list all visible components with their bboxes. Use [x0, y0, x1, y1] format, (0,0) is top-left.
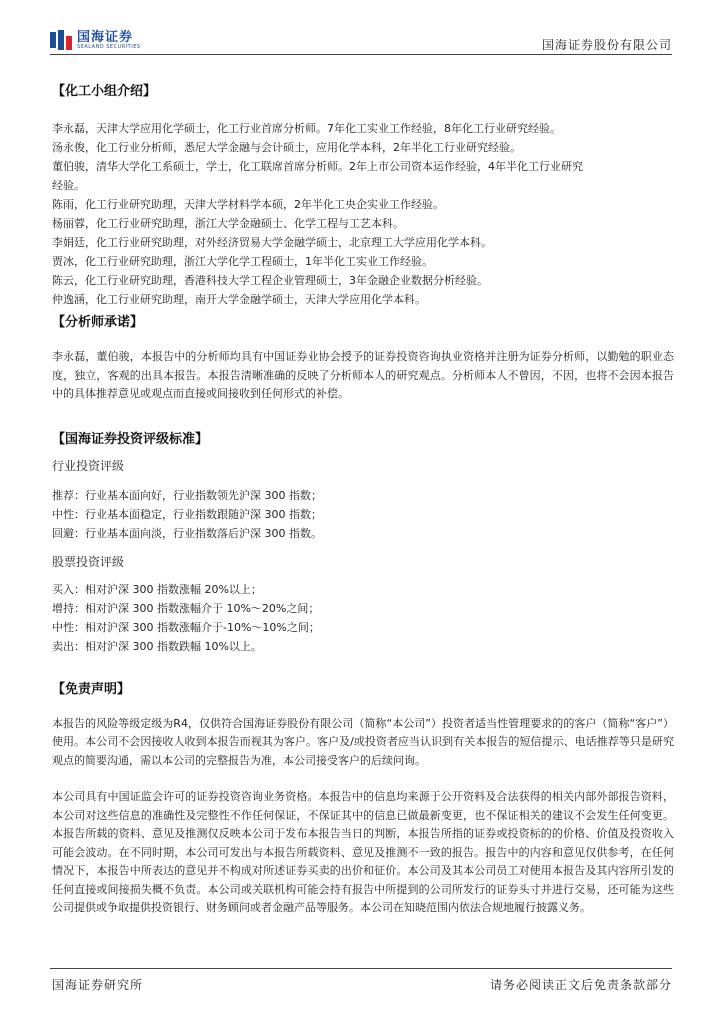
section-title-disclaimer: 【免责声明】: [52, 681, 131, 697]
team-member-line: 董伯骏，清华大学化工系硕士，学士，化工联席首席分析师。2年上市公司资本运作经验，4年半化工行业研究: [52, 160, 583, 173]
disclaimer-paragraph-2: 本公司具有中国证监会许可的证券投资咨询业务资格。本报告中的信息均来源于公开资料及合法获得的相关内部外部报告资料，本公司对这些信息的准确性及完整性不作任何保证，不保证其中的信息已做最新变更，也不保证相关的建议不会发生任何变更。本报告所载的资料、意见及推测仅反映本公司于发布本报告当日的判断，本报告所指的证券或投资标的的价格、价值及投资收入可能会波动。在不同时期，本公司可发出与本报告所载资料、意见及推测不一致的报告。报告中的内容和意见仅供参考，在任何情况下，本报告中所表达的意见并不构成对所述证券买卖的出价和征价。本公司及其本公司员工对使用本报告及其内容所引发的任何直接或间接损失概不负责。本公司或关联机构可能会持有报告中所提到的公司所发行的证券头寸并进行交易，还可能为这些公司提供或争取提供投资银行、财务顾问或者金融产品等服务。本公司在知晓范围内依法合规地履行披露义务。: [52, 790, 674, 914]
team-member-line: 李永磊，天津大学应用化学硕士，化工行业首席分析师。7年化工实业工作经验，8年化工行业研究经验。: [52, 122, 561, 135]
team-member-line: 陈雨，化工行业研究助理，天津大学材料学本硕，2年半化工央企实业工作经验。: [52, 198, 444, 211]
team-member-line: 贾冰，化工行业研究助理，浙江大学化学工程硕士，1年半化工实业工作经验。: [52, 255, 433, 268]
logo-cn-text: 国海证券: [77, 29, 134, 45]
section-title-team: 【化工小组介绍】: [52, 84, 157, 99]
logo-mark-icon: [50, 30, 72, 50]
footer-notice: 请务必阅读正文后免责条款部分: [489, 978, 672, 992]
team-list: [52, 119, 674, 309]
team-member-line: 杨丽蓉，化工行业研究助理，浙江大学金融硕士、化学工程与工艺本科。: [52, 217, 404, 230]
stock-rating-item: 增持：相对沪深 300 指数涨幅介于 10%～20%之间；: [52, 601, 320, 615]
footer-institute: 国海证券研究所: [52, 978, 144, 992]
company-logo: [50, 30, 141, 50]
header-divider: [50, 54, 672, 55]
stock-rating-item: 中性：相对沪深 300 指数涨幅介于-10%～10%之间；: [52, 620, 320, 634]
industry-rating-item: 回避：行业基本面向淡，行业指数落后沪深 300 指数。: [52, 526, 322, 540]
team-member-line: 陈云，化工行业研究助理，香港科技大学工程企业管理硕士，3年金融企业数据分析经验。: [52, 274, 488, 287]
team-member-line: 李娟廷，化工行业研究助理，对外经济贸易大学金融学硕士，北京理工大学应用化学本科。: [52, 236, 492, 249]
stock-rating-title: 股票投资评级: [52, 554, 125, 569]
company-name: 国海证券股份有限公司: [541, 38, 672, 52]
stock-rating-item: 买入：相对沪深 300 指数涨幅 20%以上；: [52, 582, 262, 596]
team-member-line: 仲逸涵，化工行业研究助理，南开大学金融学硕士，天津大学应用化学本科。: [52, 293, 426, 306]
team-member-line: 经验。: [52, 179, 85, 192]
page-header: [0, 0, 724, 60]
disclaimer-paragraph-1: 本报告的风险等级定级为R4，仅供符合国海证券股份有限公司（简称“本公司”）投资者适当性管理要求的的客户（简称“客户”）使用。本公司不会因接收人收到本报告而视其为客户。客户及/或投资者应当认识到有关本报告的短信提示、电话推荐等只是研究观点的简要沟通，需以本公司的完整报告为准，本公司接受客户的后续问询。: [52, 716, 674, 767]
logo-en-text: SEALAND SECURITIES: [77, 43, 141, 50]
team-member-line: 汤永俊，化工行业分析师，悉尼大学金融与会计硕士，应用化学本科，2年半化工行业研究经验。: [52, 141, 521, 154]
stock-rating-item: 卖出：相对沪深 300 指数跌幅 10%以上。: [52, 639, 262, 653]
section-title-rating: 【国海证券投资评级标准】: [52, 431, 209, 447]
footer-divider: [50, 968, 672, 969]
section-title-pledge: 【分析师承诺】: [52, 315, 144, 330]
main-content: [52, 80, 674, 918]
industry-rating-item: 中性：行业基本面稳定，行业指数跟随沪深 300 指数；: [52, 507, 322, 521]
pledge-text: 李永磊，董伯骏，本报告中的分析师均具有中国证券业协会授予的证券投资咨询执业资格并注册为证券分析师，以勤勉的职业态度，独立，客观的出具本报告。本报告清晰准确的反映了分析师本人的研究观点。分析师本人不曾因，不因，也将不会因本报告中的具体推荐意见或观点而直接或间接收到任何形式的补偿。: [52, 350, 674, 400]
industry-rating-title: 行业投资评级: [52, 458, 125, 473]
industry-rating-item: 推荐：行业基本面向好，行业指数领先沪深 300 指数；: [52, 488, 322, 502]
